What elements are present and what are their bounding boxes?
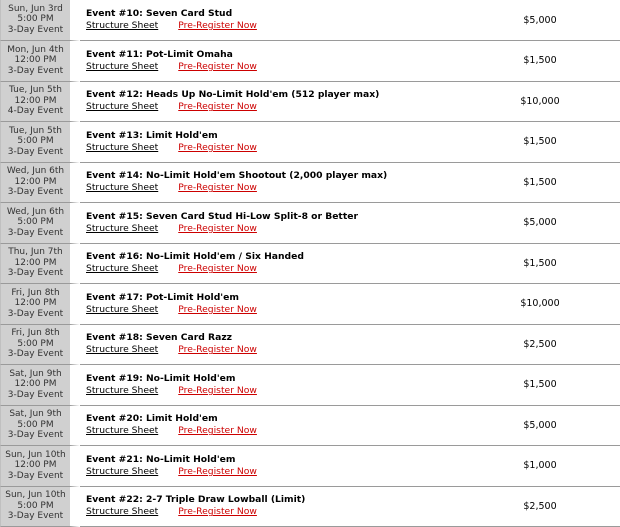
event-row — [0, 0, 620, 41]
event-duration: 3-Day Event — [1, 390, 70, 401]
pre-register-link[interactable]: Pre-Register Now — [178, 20, 257, 31]
event-info-cell — [80, 203, 460, 244]
event-buyin: $1,500 — [460, 122, 620, 163]
event-buyin: $1,500 — [460, 365, 620, 406]
event-info-cell — [80, 41, 460, 82]
event-links — [86, 506, 460, 518]
event-buyin: $1,500 — [460, 41, 620, 82]
event-links — [86, 20, 460, 32]
event-duration: 3-Day Event — [1, 228, 70, 239]
event-info-cell — [80, 284, 460, 325]
pre-register-link[interactable]: Pre-Register Now — [178, 344, 257, 355]
event-buyin: $2,500 — [460, 487, 620, 527]
event-buyin: $1,500 — [460, 163, 620, 204]
event-title: Event #21: No-Limit Hold'em — [86, 454, 460, 466]
pre-register-link[interactable]: Pre-Register Now — [178, 182, 257, 193]
event-row — [0, 284, 620, 325]
pre-register-link[interactable]: Pre-Register Now — [178, 101, 257, 112]
event-info-cell — [80, 82, 460, 123]
event-time: 12:00 PM — [1, 258, 70, 269]
pre-register-link[interactable]: Pre-Register Now — [178, 61, 257, 72]
event-buyin: $5,000 — [460, 203, 620, 244]
event-duration: 3-Day Event — [1, 349, 70, 360]
event-row — [0, 365, 620, 406]
event-duration: 3-Day Event — [1, 309, 70, 320]
structure-sheet-link[interactable]: Structure Sheet — [86, 263, 158, 274]
event-duration: 4-Day Event — [1, 106, 70, 117]
pre-register-link[interactable]: Pre-Register Now — [178, 263, 257, 274]
event-row — [0, 82, 620, 123]
event-info-cell — [80, 446, 460, 487]
event-row — [0, 244, 620, 285]
event-time: 12:00 PM — [1, 460, 70, 471]
event-time: 12:00 PM — [1, 379, 70, 390]
structure-sheet-link[interactable]: Structure Sheet — [86, 506, 158, 517]
event-date-cell — [0, 0, 80, 41]
event-title: Event #20: Limit Hold'em — [86, 413, 460, 425]
event-row — [0, 406, 620, 447]
event-links — [86, 466, 460, 478]
event-day: Sat, Jun 9th — [1, 369, 70, 380]
event-date-cell — [0, 325, 80, 366]
event-time: 12:00 PM — [1, 177, 70, 188]
structure-sheet-link[interactable]: Structure Sheet — [86, 385, 158, 396]
event-day: Fri, Jun 8th — [1, 328, 70, 339]
event-date-cell — [0, 82, 80, 123]
pre-register-link[interactable]: Pre-Register Now — [178, 304, 257, 315]
event-time: 5:00 PM — [1, 217, 70, 228]
event-date-cell — [0, 122, 80, 163]
event-date-cell — [0, 446, 80, 487]
event-date-cell — [0, 41, 80, 82]
event-date-cell — [0, 487, 80, 527]
event-info-cell — [80, 365, 460, 406]
event-date-cell — [0, 284, 80, 325]
event-duration: 3-Day Event — [1, 147, 70, 158]
event-date-cell — [0, 244, 80, 285]
structure-sheet-link[interactable]: Structure Sheet — [86, 61, 158, 72]
event-links — [86, 304, 460, 316]
event-buyin: $5,000 — [460, 0, 620, 41]
event-duration: 3-Day Event — [1, 25, 70, 36]
structure-sheet-link[interactable]: Structure Sheet — [86, 182, 158, 193]
event-duration: 3-Day Event — [1, 471, 70, 482]
event-row — [0, 325, 620, 366]
event-duration: 3-Day Event — [1, 430, 70, 441]
event-row — [0, 41, 620, 82]
pre-register-link[interactable]: Pre-Register Now — [178, 142, 257, 153]
structure-sheet-link[interactable]: Structure Sheet — [86, 20, 158, 31]
event-buyin: $2,500 — [460, 325, 620, 366]
event-date-cell — [0, 203, 80, 244]
event-time: 5:00 PM — [1, 501, 70, 512]
event-date-cell — [0, 365, 80, 406]
event-info-cell — [80, 487, 460, 527]
event-row — [0, 122, 620, 163]
structure-sheet-link[interactable]: Structure Sheet — [86, 223, 158, 234]
event-title: Event #19: No-Limit Hold'em — [86, 373, 460, 385]
event-info-cell — [80, 0, 460, 41]
event-links — [86, 263, 460, 275]
event-duration: 3-Day Event — [1, 511, 70, 522]
event-row — [0, 203, 620, 244]
event-buyin: $1,000 — [460, 446, 620, 487]
event-info-cell — [80, 122, 460, 163]
event-buyin: $5,000 — [460, 406, 620, 447]
pre-register-link[interactable]: Pre-Register Now — [178, 466, 257, 477]
event-time: 5:00 PM — [1, 420, 70, 431]
event-day: Tue, Jun 5th — [1, 85, 70, 96]
event-title: Event #22: 2-7 Triple Draw Lowball (Limit) — [86, 494, 460, 506]
event-title: Event #18: Seven Card Razz — [86, 332, 460, 344]
event-info-cell — [80, 406, 460, 447]
event-links — [86, 101, 460, 113]
event-title: Event #12: Heads Up No-Limit Hold'em (512 player max) — [86, 89, 460, 101]
event-time: 12:00 PM — [1, 55, 70, 66]
structure-sheet-link[interactable]: Structure Sheet — [86, 466, 158, 477]
event-day: Wed, Jun 6th — [1, 166, 70, 177]
event-links — [86, 344, 460, 356]
event-day: Wed, Jun 6th — [1, 207, 70, 218]
event-links — [86, 142, 460, 154]
event-title: Event #17: Pot-Limit Hold'em — [86, 292, 460, 304]
event-duration: 3-Day Event — [1, 268, 70, 279]
event-row — [0, 487, 620, 527]
event-date-cell — [0, 163, 80, 204]
event-links — [86, 223, 460, 235]
event-info-cell — [80, 163, 460, 204]
event-title: Event #14: No-Limit Hold'em Shootout (2,000 player max) — [86, 170, 460, 182]
structure-sheet-link[interactable]: Structure Sheet — [86, 101, 158, 112]
event-links — [86, 182, 460, 194]
event-info-cell — [80, 244, 460, 285]
event-row — [0, 446, 620, 487]
event-time: 5:00 PM — [1, 339, 70, 350]
event-duration: 3-Day Event — [1, 66, 70, 77]
pre-register-link[interactable]: Pre-Register Now — [178, 425, 257, 436]
event-time: 12:00 PM — [1, 96, 70, 107]
structure-sheet-link[interactable]: Structure Sheet — [86, 304, 158, 315]
structure-sheet-link[interactable]: Structure Sheet — [86, 142, 158, 153]
event-row — [0, 163, 620, 204]
event-title: Event #15: Seven Card Stud Hi-Low Split-8 or Better — [86, 211, 460, 223]
event-day: Sun, Jun 10th — [1, 490, 70, 501]
event-title: Event #16: No-Limit Hold'em / Six Handed — [86, 251, 460, 263]
event-duration: 3-Day Event — [1, 187, 70, 198]
event-day: Mon, Jun 4th — [1, 45, 70, 56]
event-links — [86, 425, 460, 437]
pre-register-link[interactable]: Pre-Register Now — [178, 385, 257, 396]
event-title: Event #11: Pot-Limit Omaha — [86, 49, 460, 61]
structure-sheet-link[interactable]: Structure Sheet — [86, 425, 158, 436]
event-day: Tue, Jun 5th — [1, 126, 70, 137]
pre-register-link[interactable]: Pre-Register Now — [178, 506, 257, 517]
event-day: Sun, Jun 3rd — [1, 4, 70, 15]
event-date-cell — [0, 406, 80, 447]
event-buyin: $10,000 — [460, 284, 620, 325]
event-time: 5:00 PM — [1, 136, 70, 147]
event-time: 5:00 PM — [1, 14, 70, 25]
event-links — [86, 385, 460, 397]
event-time: 12:00 PM — [1, 298, 70, 309]
structure-sheet-link[interactable]: Structure Sheet — [86, 344, 158, 355]
event-day: Thu, Jun 7th — [1, 247, 70, 258]
event-day: Sun, Jun 10th — [1, 450, 70, 461]
event-buyin: $1,500 — [460, 244, 620, 285]
event-links — [86, 61, 460, 73]
event-info-cell — [80, 325, 460, 366]
event-day: Fri, Jun 8th — [1, 288, 70, 299]
event-buyin: $10,000 — [460, 82, 620, 123]
pre-register-link[interactable]: Pre-Register Now — [178, 223, 257, 234]
event-day: Sat, Jun 9th — [1, 409, 70, 420]
event-title: Event #10: Seven Card Stud — [86, 8, 460, 20]
event-title: Event #13: Limit Hold'em — [86, 130, 460, 142]
